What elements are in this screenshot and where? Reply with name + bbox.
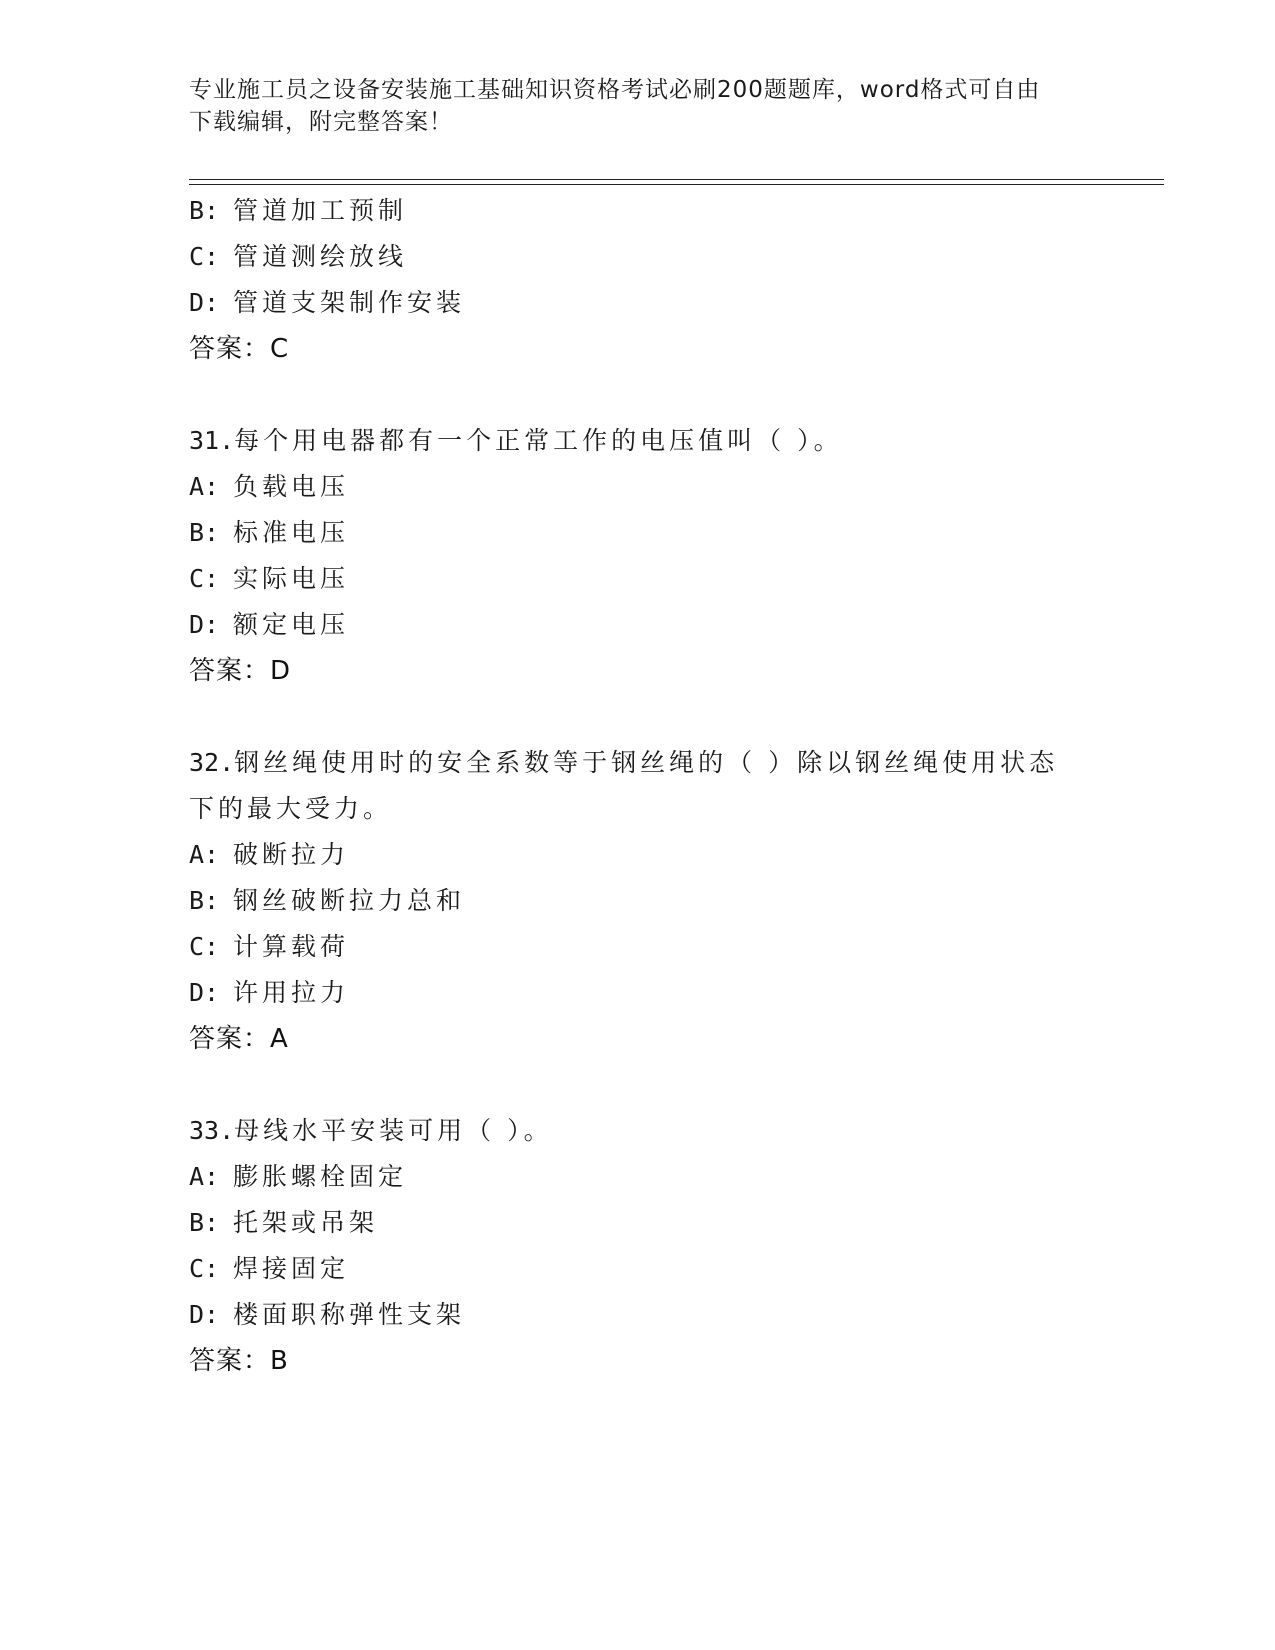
option-label: C:: [189, 564, 220, 593]
option-d: [189, 970, 1149, 1016]
continued-question: [189, 188, 1149, 372]
option-text: 额定电压: [233, 610, 350, 639]
option-label: D:: [189, 978, 220, 1007]
option-label: D:: [189, 288, 220, 317]
header-divider-bottom: [189, 184, 1164, 185]
option-b: [189, 510, 1149, 556]
document-header: [189, 74, 1069, 138]
option-text: 管道支架制作安装: [233, 288, 466, 317]
option-label: A:: [189, 472, 220, 501]
question-stem: [189, 1108, 1149, 1154]
option-d: [189, 280, 1149, 326]
option-a: [189, 1154, 1149, 1200]
answer-label: 答案：: [189, 1346, 271, 1376]
option-b: [189, 878, 1149, 924]
option-text: 管道测绘放线: [233, 242, 408, 271]
option-text: 钢丝破断拉力总和: [233, 886, 466, 915]
answer-value: B: [270, 1346, 289, 1376]
option-label: B:: [189, 886, 220, 915]
question-stem: [189, 418, 1149, 464]
header-divider-top: [189, 179, 1164, 180]
answer-label: 答案：: [189, 334, 271, 364]
question-stem: [189, 740, 1149, 786]
option-text: 焊接固定: [233, 1254, 350, 1283]
question-list: [189, 188, 1149, 1384]
option-text: 膨胀螺栓固定: [233, 1162, 408, 1191]
option-label: B:: [189, 518, 220, 547]
option-text: 楼面职称弹性支架: [233, 1300, 466, 1329]
answer-line: [189, 648, 1149, 694]
answer-line: [189, 326, 1149, 372]
question-number: 32.: [189, 748, 235, 777]
option-d: [189, 1292, 1149, 1338]
option-label: C:: [189, 932, 220, 961]
option-c: [189, 234, 1149, 280]
option-text: 破断拉力: [233, 840, 350, 869]
option-a: [189, 464, 1149, 510]
answer-value: C: [270, 334, 290, 364]
option-text: 负载电压: [233, 472, 350, 501]
option-label: C:: [189, 242, 220, 271]
option-a: [189, 832, 1149, 878]
option-b: [189, 188, 1149, 234]
answer-value: A: [270, 1024, 289, 1054]
option-label: C:: [189, 1254, 220, 1283]
answer-line: [189, 1016, 1149, 1062]
stem-line: 每个用电器都有一个正常工作的电压值叫（ ）。: [234, 426, 843, 455]
option-d: [189, 602, 1149, 648]
answer-value: D: [270, 656, 292, 686]
question-number: 33.: [189, 1116, 235, 1145]
option-label: B:: [189, 1208, 220, 1237]
option-c: [189, 924, 1149, 970]
answer-label: 答案：: [189, 656, 271, 686]
header-line-2: 下载编辑，附完整答案！: [189, 109, 453, 135]
option-text: 许用拉力: [233, 978, 350, 1007]
option-c: [189, 556, 1149, 602]
option-text: 计算载荷: [233, 932, 350, 961]
question-stem-continuation: 下的最大受力。: [189, 794, 393, 823]
stem-line: 钢丝绳使用时的安全系数等于钢丝绳的（ ）除以钢丝绳使用状态: [234, 748, 1059, 777]
option-label: D:: [189, 610, 220, 639]
stem-line: 母线水平安装可用（ ）。: [234, 1116, 553, 1145]
option-label: A:: [189, 1162, 220, 1191]
option-text: 托架或吊架: [233, 1208, 379, 1237]
option-text: 实际电压: [233, 564, 350, 593]
option-label: D:: [189, 1300, 220, 1329]
header-line-1: 专业施工员之设备安装施工基础知识资格考试必刷200题题库，word格式可自由: [189, 77, 1041, 103]
option-c: [189, 1246, 1149, 1292]
question-32: [189, 740, 1149, 1062]
question-number: 31.: [189, 426, 235, 455]
option-text: 管道加工预制: [233, 196, 408, 225]
answer-line: [189, 1338, 1149, 1384]
option-label: A:: [189, 840, 220, 869]
question-31: [189, 418, 1149, 694]
option-label: B:: [189, 196, 220, 225]
option-b: [189, 1200, 1149, 1246]
option-text: 标准电压: [233, 518, 350, 547]
question-33: [189, 1108, 1149, 1384]
answer-label: 答案：: [189, 1024, 271, 1054]
